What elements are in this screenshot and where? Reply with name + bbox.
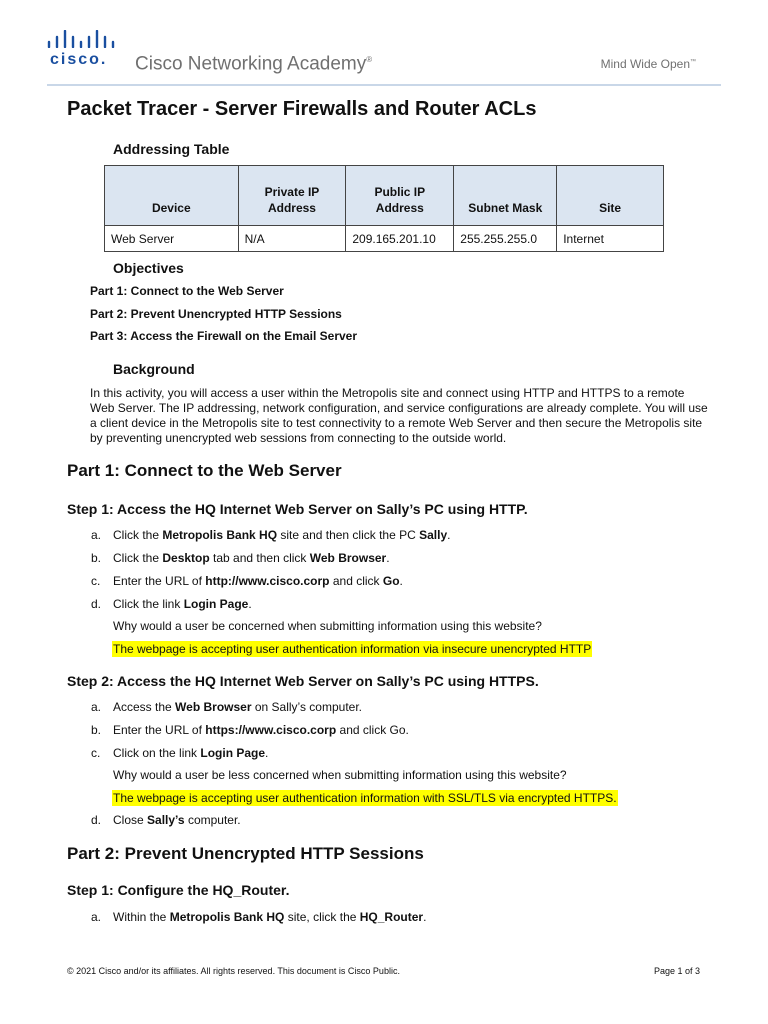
- table-cell: 209.165.201.10: [346, 226, 454, 252]
- part2-step1-heading: Step 1: Configure the HQ_Router.: [67, 882, 290, 898]
- highlighted-answer: The webpage is accepting user authentication information via insecure unencrypted HTTP: [113, 642, 592, 656]
- column-header: Subnet Mask: [454, 166, 557, 226]
- footer-copyright: © 2021 Cisco and/or its affiliates. All rights reserved. This document is Cisco Public.: [67, 966, 400, 976]
- list-item: a. Click the Metropolis Bank HQ site and then click the PC Sally.: [91, 528, 451, 542]
- header-divider: [47, 84, 721, 86]
- addressing-table-heading: Addressing Table: [113, 141, 230, 157]
- column-header: Site: [557, 166, 664, 226]
- addressing-table: [104, 165, 664, 252]
- background-heading: Background: [113, 361, 195, 377]
- list-item: a. Access the Web Browser on Sally’s computer.: [91, 700, 363, 714]
- objectives-heading: Objectives: [113, 260, 184, 276]
- academy-name: Cisco Networking Academy®: [135, 53, 373, 75]
- list-item: d. Click the link Login Page.: [91, 597, 252, 611]
- part1-heading: Part 1: Connect to the Web Server: [67, 461, 342, 480]
- document-title: Packet Tracer - Server Firewalls and Router ACLs: [67, 98, 537, 120]
- table-cell: Internet: [557, 226, 664, 252]
- objective-item: Part 1: Connect to the Web Server: [90, 284, 284, 298]
- part2-heading: Part 2: Prevent Unencrypted HTTP Sessions: [67, 844, 424, 863]
- question-text: Why would a user be less concerned when submitting information using this website?: [113, 768, 567, 782]
- table-cell: N/A: [238, 226, 346, 252]
- table-row: [105, 226, 664, 252]
- cisco-logo-bars-icon: [47, 30, 115, 48]
- list-item: a. Within the Metropolis Bank HQ site, click the HQ_Router.: [91, 910, 427, 924]
- document-header: [0, 0, 768, 84]
- column-header: Device: [105, 166, 239, 226]
- list-item: b. Enter the URL of https://www.cisco.corp and click Go.: [91, 723, 409, 737]
- table-cell: Web Server: [105, 226, 239, 252]
- list-item: c. Click on the link Login Page.: [91, 746, 269, 760]
- part1-step1-heading: Step 1: Access the HQ Internet Web Server on Sally’s PC using HTTP.: [67, 501, 528, 517]
- table-header-row: [105, 166, 664, 226]
- list-item: b. Click the Desktop tab and then click Web Browser.: [91, 551, 390, 565]
- tagline: Mind Wide Open™: [600, 57, 696, 71]
- question-text: Why would a user be concerned when submitting information using this website?: [113, 619, 542, 633]
- column-header: Public IP Address: [346, 166, 454, 226]
- footer-page-number: Page 1 of 3: [653, 966, 700, 976]
- table-cell: 255.255.255.0: [454, 226, 557, 252]
- cisco-logo-text: cisco.: [50, 51, 108, 68]
- highlighted-answer: The webpage is accepting user authentication information with SSL/TLS via encrypted HTTPS.: [113, 791, 617, 805]
- column-header: Private IP Address: [238, 166, 346, 226]
- objective-item: Part 3: Access the Firewall on the Email Server: [90, 329, 357, 343]
- list-item: d. Close Sally’s computer.: [91, 813, 241, 827]
- background-paragraph: In this activity, you will access a user within the Metropolis site and connect using HTTP and HTTPS to a remote Web Server. The IP addressing, network configuration, and service configurations are already complete. You will use a client device in the Metropolis site to test connectivity to a remote Web Server and then secure the Metropolis site by preventing unencrypted web sessions from connecting to the outside world.: [90, 386, 708, 445]
- list-item: c. Enter the URL of http://www.cisco.corp and click Go.: [91, 574, 403, 588]
- part1-step2-heading: Step 2: Access the HQ Internet Web Server on Sally’s PC using HTTPS.: [67, 673, 539, 689]
- objective-item: Part 2: Prevent Unencrypted HTTP Sessions: [90, 307, 342, 321]
